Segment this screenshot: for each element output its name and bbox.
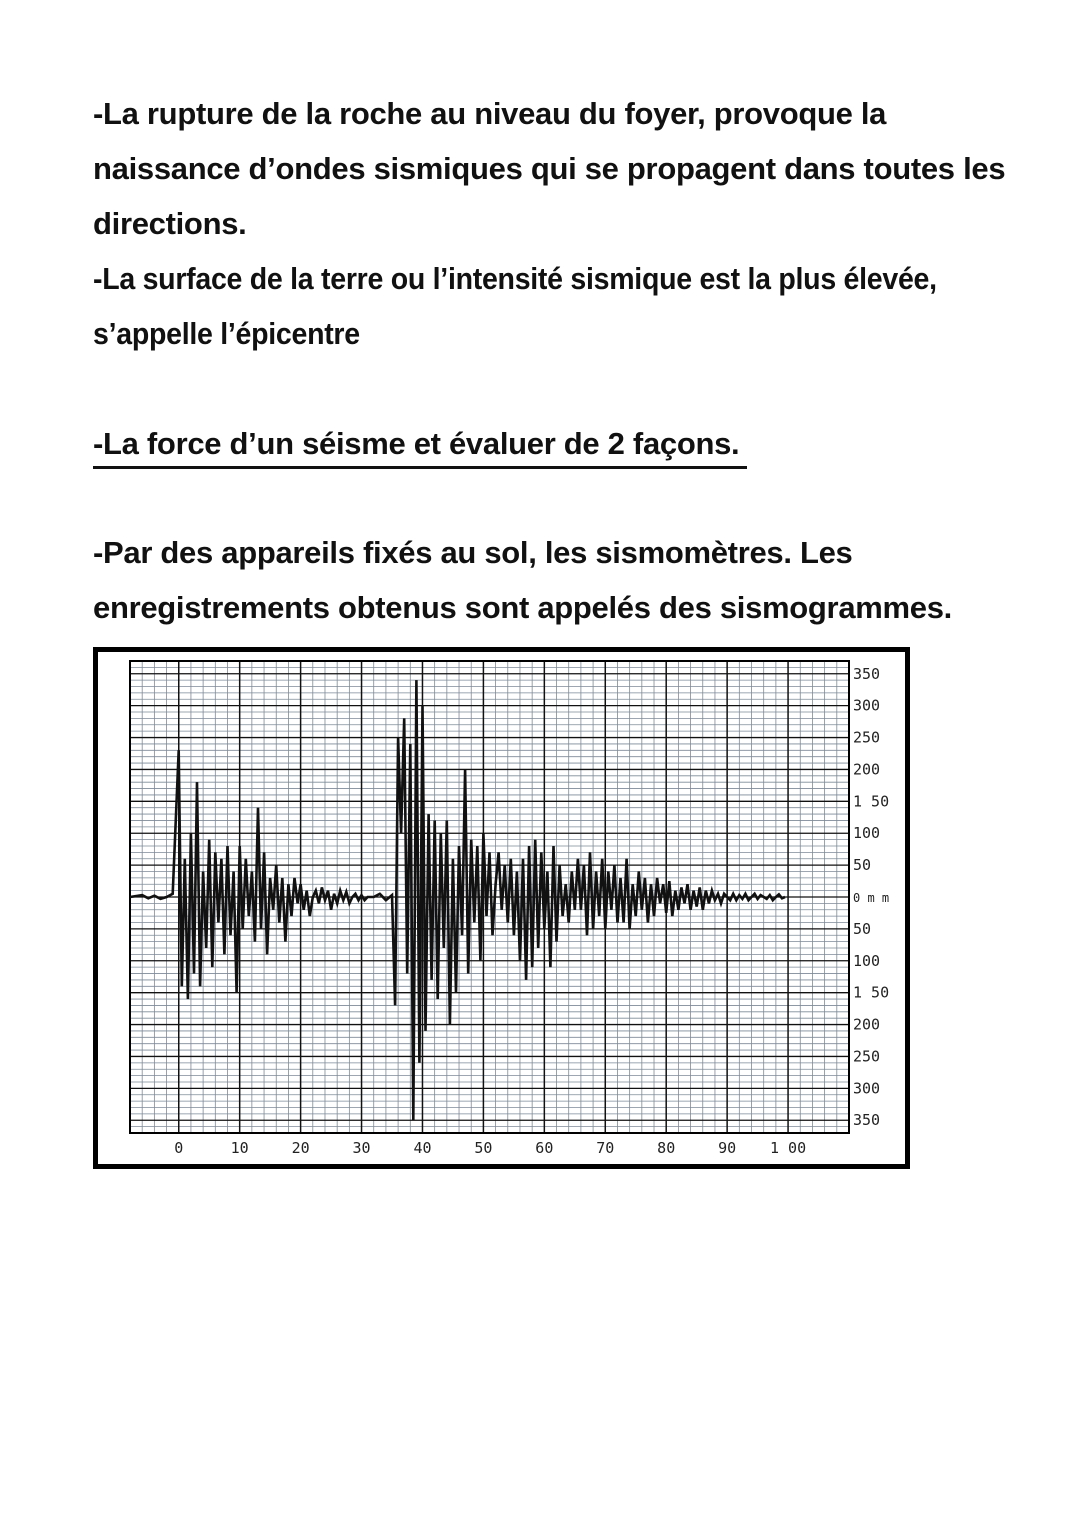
text-line: naissance d’ondes sismiques qui se propagent dans toutes les [93,151,1006,186]
y-tick-label: 1 50 [853,792,890,811]
heading-text: -La force d’un séisme et évaluer de 2 façons. [93,422,747,469]
y-tick-label: 50 [853,919,872,938]
x-tick-label: 40 [413,1139,432,1157]
x-tick-label: 70 [596,1139,615,1157]
x-tick-label: 90 [718,1139,737,1157]
text-line: -La rupture de la roche au niveau du foyer, provoque la [93,96,887,131]
seismometer-paragraph [93,525,1053,635]
intro-paragraph [93,86,1053,251]
x-tick-label: 10 [230,1139,249,1157]
seismogram-chart [93,647,910,1169]
y-tick-label: 300 [853,696,881,715]
y-tick-label: 250 [853,1047,881,1066]
text-line: -Par des appareils fixés au sol, les sismomètres. Les [93,535,853,570]
text-line: enregistrements obtenus sont appelés des sismogrammes. [93,590,952,625]
y-tick-label: 300 [853,1079,881,1098]
epicentre-paragraph [93,251,1053,361]
y-tick-label: 250 [853,728,881,747]
seismogram-figure [93,647,910,1169]
x-tick-label: 50 [474,1139,493,1157]
y-tick-label: 350 [853,1111,881,1130]
y-tick-label: 50 [853,856,872,875]
y-tick-label: 1 50 [853,983,890,1002]
y-tick-label: 200 [853,1015,881,1034]
y-zero-label: 0 m m [853,891,890,905]
x-tick-label: 0 [174,1139,184,1157]
x-tick-label: 80 [657,1139,676,1157]
text-line: directions. [93,206,247,241]
text-line: s’appelle l’épicentre [93,316,360,351]
x-tick-label: 20 [291,1139,310,1157]
y-tick-label: 100 [853,824,881,843]
x-tick-label: 1 00 [770,1139,807,1157]
section-heading [93,416,1053,471]
x-tick-label: 60 [535,1139,554,1157]
y-tick-label: 200 [853,760,881,779]
text-line: -La surface de la terre ou l’intensité sismique est la plus élevée, [93,261,937,296]
y-tick-label: 350 [853,664,881,683]
y-tick-label: 100 [853,951,881,970]
x-tick-label: 30 [352,1139,371,1157]
